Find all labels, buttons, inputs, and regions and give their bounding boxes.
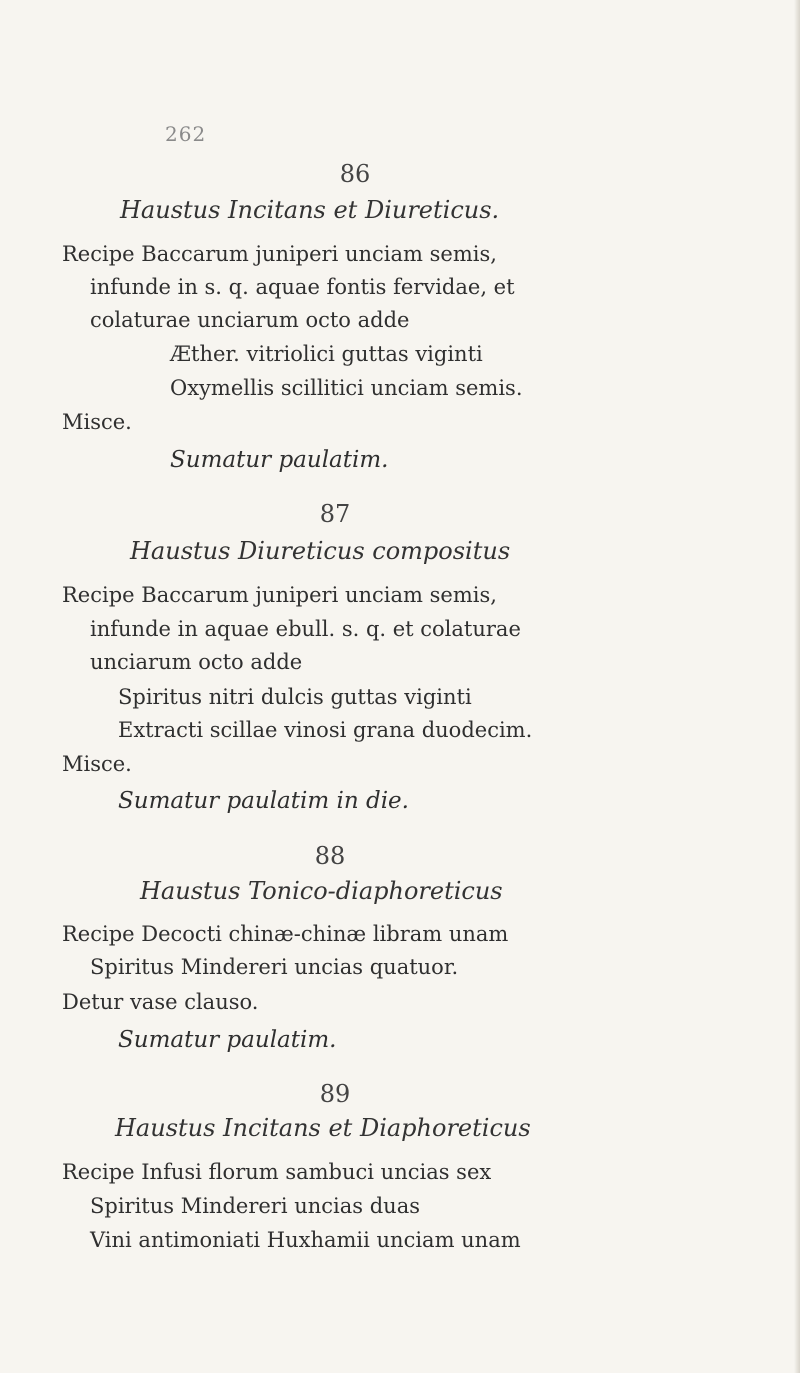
- recipe-line: Recipe Baccarum juniperi unciam semis,: [62, 583, 497, 607]
- section-closing: Sumatur paulatim in die.: [118, 788, 409, 814]
- section-title: Haustus Tonico-diaphoreticus: [140, 877, 503, 905]
- recipe-line: Misce.: [62, 410, 132, 434]
- recipe-line: Spiritus Mindereri uncias duas: [90, 1194, 420, 1218]
- page-edge-shadow: [794, 0, 800, 1373]
- section-title: Haustus Diureticus compositus: [130, 537, 511, 565]
- section-title: Haustus Incitans et Diaphoreticus: [115, 1114, 531, 1142]
- section-closing: Sumatur paulatim.: [170, 447, 389, 473]
- section-number: 88: [314, 842, 346, 870]
- section-number: 86: [339, 160, 371, 188]
- recipe-line: Misce.: [62, 752, 132, 776]
- recipe-line: Detur vase clauso.: [62, 990, 259, 1014]
- recipe-line: Extracti scillae vinosi grana duodecim.: [118, 718, 533, 742]
- recipe-line: Recipe Infusi florum sambuci uncias sex: [62, 1160, 492, 1184]
- recipe-line: Spiritus Mindereri uncias quatuor.: [90, 955, 459, 979]
- recipe-line: infunde in aquae ebull. s. q. et colaturae: [90, 617, 521, 641]
- recipe-line: Recipe Decocti chinæ-chinæ libram unam: [62, 922, 509, 946]
- recipe-line: Oxymellis scillitici unciam semis.: [170, 376, 523, 400]
- recipe-line: Æther. vitriolici guttas viginti: [170, 342, 483, 366]
- recipe-line: Spiritus nitri dulcis guttas viginti: [118, 685, 472, 709]
- section-title: Haustus Incitans et Diureticus.: [120, 196, 500, 224]
- recipe-line: colaturae unciarum octo adde: [90, 308, 410, 332]
- section-number: 87: [319, 500, 351, 528]
- section-number: 89: [319, 1080, 351, 1108]
- recipe-line: infunde in s. q. aquae fontis fervidae, et: [90, 275, 515, 299]
- section-closing: Sumatur paulatim.: [118, 1027, 337, 1053]
- recipe-line: Recipe Baccarum juniperi unciam semis,: [62, 242, 497, 266]
- recipe-line: Vini antimoniati Huxhamii unciam unam: [90, 1228, 521, 1252]
- recipe-line: unciarum octo adde: [90, 650, 303, 674]
- page-mark: 262: [165, 122, 207, 146]
